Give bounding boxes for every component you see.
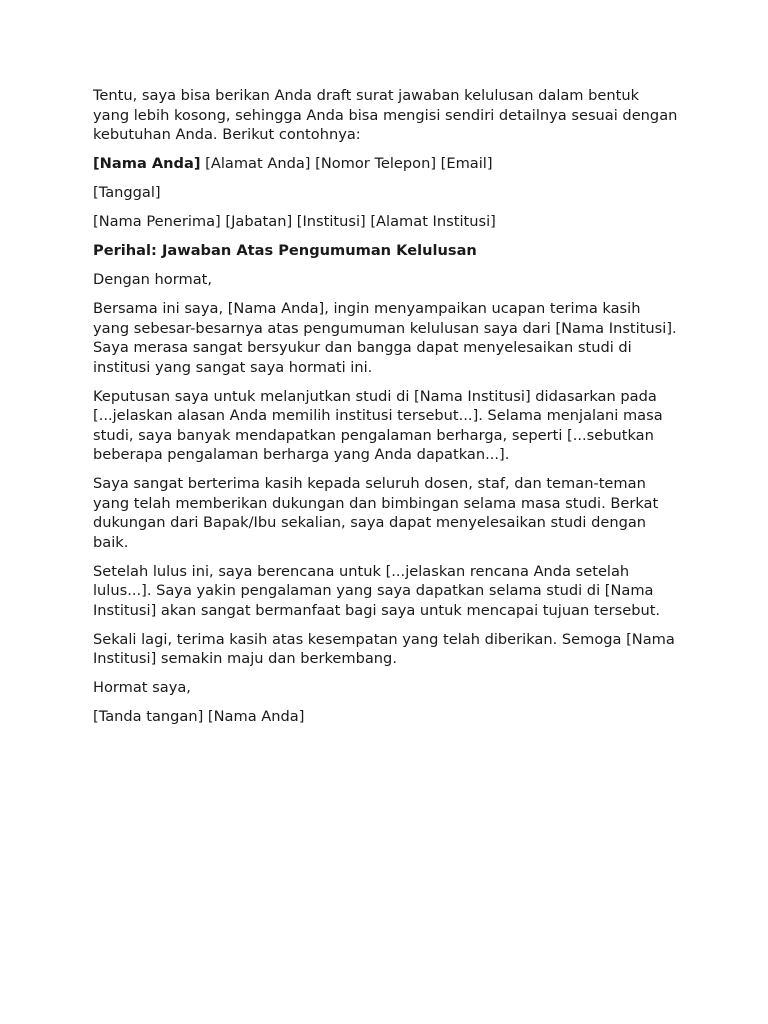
date-line: [Tanggal] [93,184,161,201]
sender-details: [Alamat Anda] [Nomor Telepon] [Email] [200,155,493,172]
closing: Hormat saya, [93,679,191,696]
signature: [Tanda tangan] [Nama Anda] [93,708,305,725]
body-paragraph: Setelah lulus ini, saya berencana untuk [...jelaskan rencana Anda setelah lulus...]. Saya yakin pengalaman yang saya dapatkan selama studi di [Nama Institusi] akan sangat bermanfaat bagi saya untuk mencapai tujuan tersebut. [93,562,661,619]
letter-document [93,86,678,736]
recipient-block: [Nama Penerima] [Jabatan] [Institusi] [Alamat Institusi] [93,213,496,230]
body-paragraph: Saya sangat berterima kasih kepada seluruh dosen, staf, dan teman-teman yang telah memberikan dukungan dan bimbingan selama masa studi. Berkat dukungan dari Bapak/Ibu sekalian, saya dapat menyelesaikan studi dengan baik. [93,475,659,551]
body-paragraph: Bersama ini saya, [Nama Anda], ingin menyampaikan ucapan terima kasih yang sebesar-besarnya atas pengumuman kelulusan saya dari [Nama Institusi]. Saya merasa sangat bersyukur dan bangga dapat menyelesaikan studi di institusi yang sangat saya hormati ini. [93,300,677,376]
subject-line: Perihal: Jawaban Atas Pengumuman Kelulusan [93,242,477,259]
intro-paragraph: Tentu, saya bisa berikan Anda draft surat jawaban kelulusan dalam bentuk yang lebih kosong, sehingga Anda bisa mengisi sendiri detailnya sesuai dengan kebutuhan Anda. Berikut contohnya: [93,87,678,143]
sender-name: [Nama Anda] [93,155,201,172]
sender-block [93,154,678,174]
salutation: Dengan hormat, [93,271,213,288]
body-paragraph: Keputusan saya untuk melanjutkan studi di [Nama Institusi] didasarkan pada [...jelaskan alasan Anda memilih institusi tersebut...]. Selama menjalani masa studi, saya banyak mendapatkan pengalaman berharga, seperti [...sebutkan beberapa pengalaman berharga yang Anda dapatkan...]. [93,387,663,463]
body-paragraph: Sekali lagi, terima kasih atas kesempatan yang telah diberikan. Semoga [Nama Institusi] semakin maju dan berkembang. [93,630,675,667]
